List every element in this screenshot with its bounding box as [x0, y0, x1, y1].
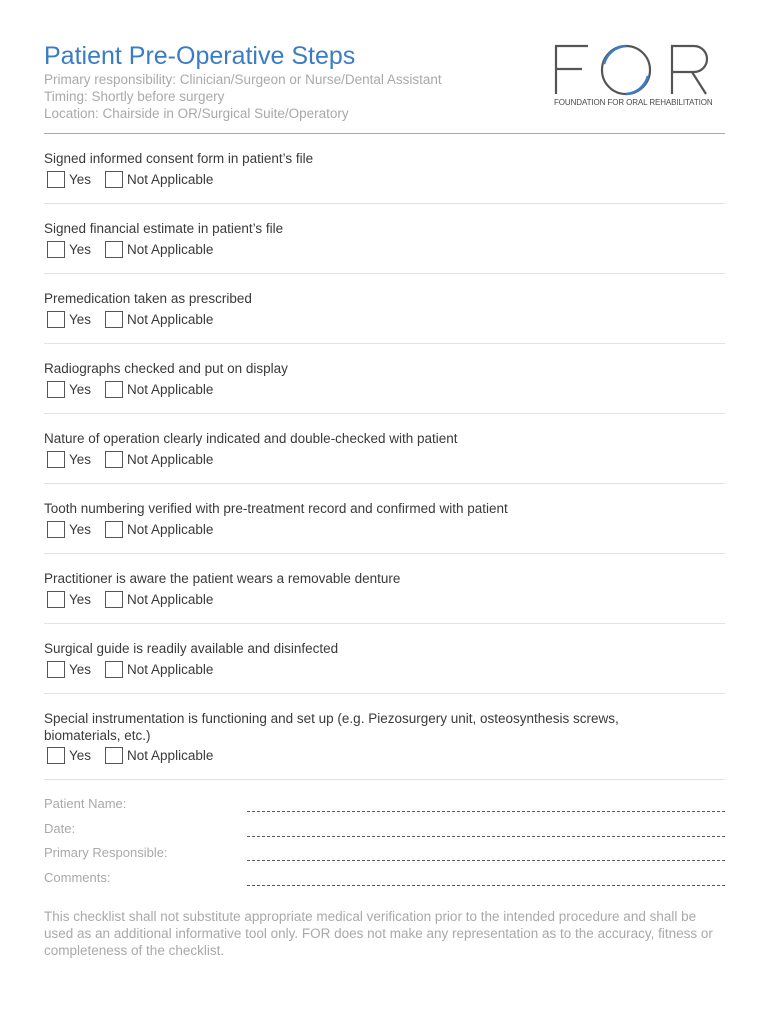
timing: Timing: Shortly before surgery [44, 89, 225, 104]
not-applicable-option[interactable] [105, 451, 213, 468]
primary-responsible-field [44, 845, 725, 870]
item-text: Signed informed consent form in patient’s file [44, 151, 314, 166]
yes-label: Yes [69, 451, 92, 467]
yes-label: Yes [69, 241, 92, 257]
item-options [47, 310, 227, 328]
item-text: Practitioner is aware the patient wears a removable denture [44, 571, 401, 586]
yes-label: Yes [69, 661, 92, 677]
not-applicable-checkbox[interactable] [105, 171, 123, 188]
not-applicable-checkbox[interactable] [105, 591, 123, 608]
item-text: Special instrumentation is functioning and set up (e.g. Piezosurgery unit, osteosynthesis screws, biomaterials, etc.) [44, 711, 619, 743]
not-applicable-label: Not Applicable [127, 591, 214, 607]
date-label: Date: [44, 820, 76, 836]
not-applicable-label: Not Applicable [127, 171, 214, 187]
yes-checkbox[interactable] [47, 311, 65, 328]
yes-label: Yes [69, 171, 92, 187]
yes-checkbox[interactable] [47, 451, 65, 468]
yes-label: Yes [69, 521, 92, 537]
patient-name-label: Patient Name: [44, 796, 127, 811]
checklist [44, 134, 725, 780]
yes-option[interactable] [47, 171, 91, 188]
for-logo [554, 42, 724, 112]
primary-responsible-label: Primary Responsible: [44, 845, 168, 860]
comments-field [44, 870, 725, 895]
yes-option[interactable] [47, 747, 91, 764]
checklist-item [44, 624, 725, 694]
not-applicable-option[interactable] [105, 747, 213, 764]
checklist-item [44, 274, 725, 344]
patient-name-field [44, 796, 725, 821]
not-applicable-option[interactable] [105, 381, 213, 398]
signoff-fields [44, 796, 725, 894]
item-text: Surgical guide is readily available and disinfected [44, 641, 339, 656]
not-applicable-label: Not Applicable [127, 381, 214, 397]
not-applicable-option[interactable] [105, 171, 213, 188]
item-text: Nature of operation clearly indicated and double-checked with patient [44, 431, 458, 446]
yes-option[interactable] [47, 591, 91, 608]
not-applicable-label: Not Applicable [127, 311, 214, 327]
date-field [44, 821, 725, 846]
yes-label: Yes [69, 747, 92, 763]
yes-checkbox[interactable] [47, 171, 65, 188]
comments-line[interactable] [247, 885, 725, 886]
yes-checkbox[interactable] [47, 381, 65, 398]
disclaimer: This checklist shall not substitute appropriate medical verification prior to the intended procedure and shall be used as an additional informative tool only. FOR does not make any representation as to the accuracy, fitness or completeness of the checklist. [44, 909, 713, 958]
item-options [47, 170, 227, 188]
yes-checkbox[interactable] [47, 661, 65, 678]
not-applicable-checkbox[interactable] [105, 747, 123, 764]
checklist-item [44, 484, 725, 554]
checklist-item [44, 134, 725, 204]
not-applicable-option[interactable] [105, 241, 213, 258]
yes-option[interactable] [47, 381, 91, 398]
item-options [47, 240, 227, 258]
yes-label: Yes [69, 591, 92, 607]
item-text: Premedication taken as prescribed [44, 291, 252, 306]
item-options [47, 590, 227, 608]
not-applicable-label: Not Applicable [127, 747, 214, 763]
yes-option[interactable] [47, 521, 91, 538]
logo-subtitle: FOUNDATION FOR ORAL REHABILITATION [554, 98, 713, 107]
yes-option[interactable] [47, 451, 91, 468]
not-applicable-label: Not Applicable [127, 521, 214, 537]
header [44, 42, 725, 134]
item-text: Tooth numbering verified with pre-treatment record and confirmed with patient [44, 501, 508, 516]
checklist-item [44, 204, 725, 274]
date-line[interactable] [247, 836, 725, 837]
item-options [47, 520, 227, 538]
yes-label: Yes [69, 311, 92, 327]
item-text: Signed financial estimate in patient’s file [44, 221, 284, 236]
location: Location: Chairside in OR/Surgical Suite/Operatory [44, 106, 349, 121]
yes-option[interactable] [47, 311, 91, 328]
not-applicable-label: Not Applicable [127, 661, 214, 677]
not-applicable-option[interactable] [105, 591, 213, 608]
not-applicable-checkbox[interactable] [105, 311, 123, 328]
checklist-item [44, 554, 725, 624]
patient-name-line[interactable] [247, 811, 725, 812]
for-logo-mark [554, 42, 724, 98]
not-applicable-label: Not Applicable [127, 241, 214, 257]
not-applicable-option[interactable] [105, 311, 213, 328]
not-applicable-option[interactable] [105, 521, 213, 538]
yes-checkbox[interactable] [47, 747, 65, 764]
yes-label: Yes [69, 381, 92, 397]
primary-responsibility: Primary responsibility: Clinician/Surgeon or Nurse/Dental Assistant [44, 72, 442, 87]
not-applicable-checkbox[interactable] [105, 521, 123, 538]
item-options [47, 746, 227, 764]
yes-checkbox[interactable] [47, 241, 65, 258]
item-options [47, 450, 227, 468]
not-applicable-checkbox[interactable] [105, 451, 123, 468]
checklist-item [44, 344, 725, 414]
checklist-item [44, 694, 725, 780]
page-title: Patient Pre-Operative Steps [44, 42, 356, 70]
not-applicable-checkbox[interactable] [105, 381, 123, 398]
checklist-page [44, 0, 725, 1024]
checklist-item [44, 414, 725, 484]
item-options [47, 380, 227, 398]
item-options [47, 660, 227, 678]
yes-option[interactable] [47, 241, 91, 258]
not-applicable-checkbox[interactable] [105, 661, 123, 678]
not-applicable-option[interactable] [105, 661, 213, 678]
item-text: Radiographs checked and put on display [44, 361, 288, 376]
yes-checkbox[interactable] [47, 521, 65, 538]
not-applicable-checkbox[interactable] [105, 241, 123, 258]
not-applicable-label: Not Applicable [127, 451, 214, 467]
yes-checkbox[interactable] [47, 591, 65, 608]
primary-responsible-line[interactable] [247, 860, 725, 861]
comments-label: Comments: [44, 869, 111, 885]
yes-option[interactable] [47, 661, 91, 678]
